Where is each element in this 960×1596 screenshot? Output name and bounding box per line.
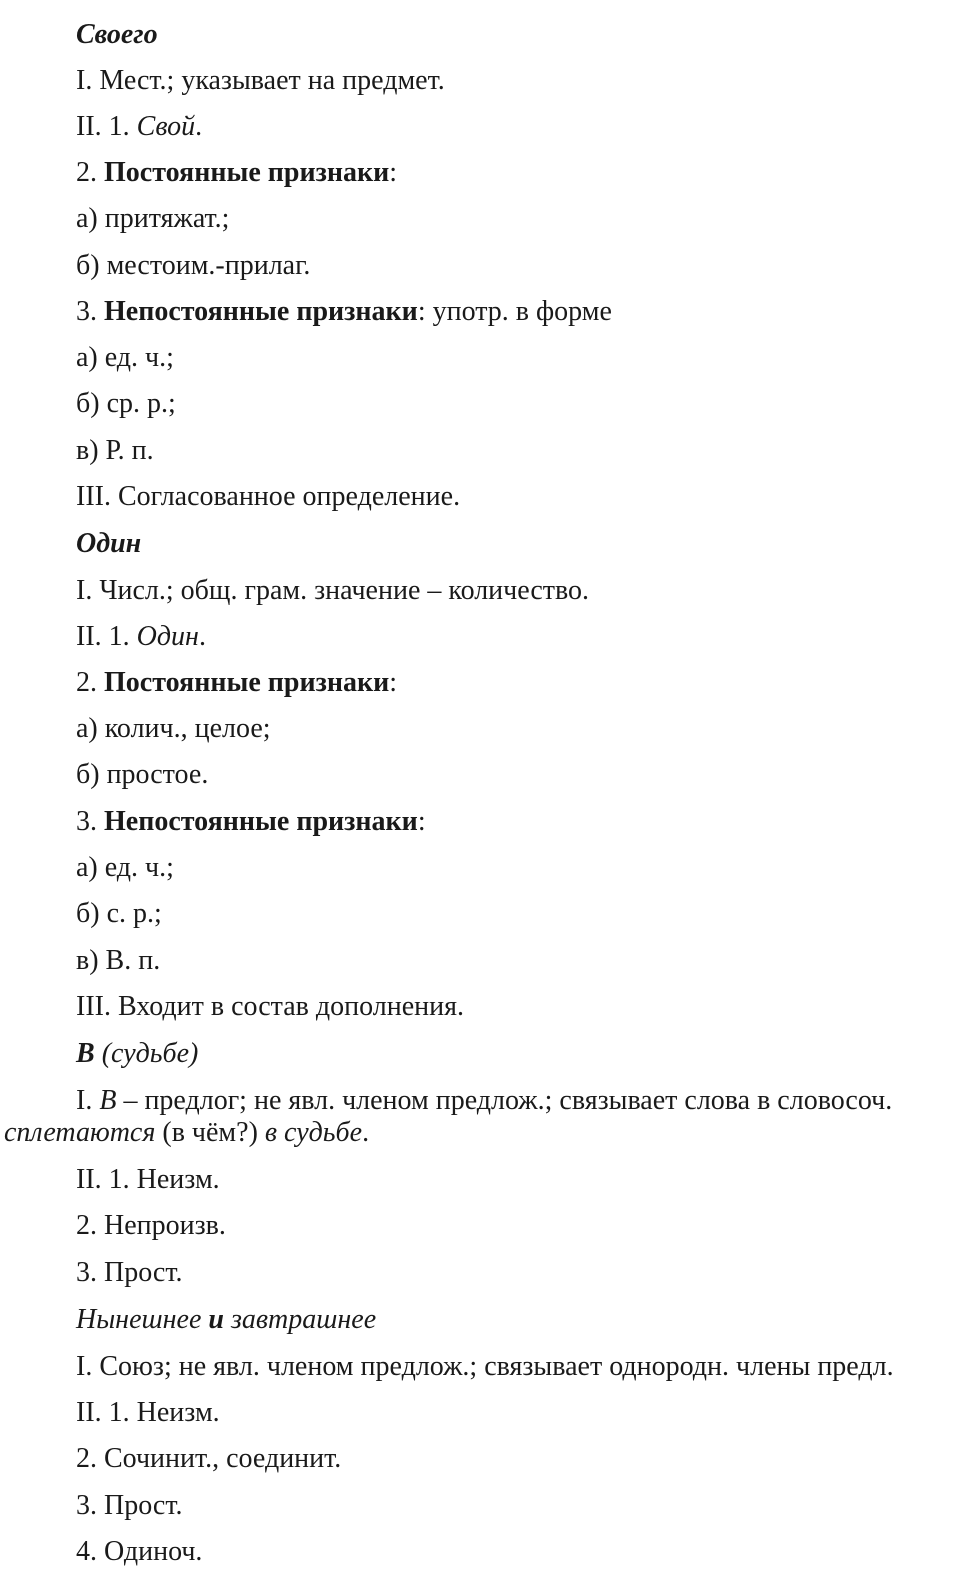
section-heading: Своего: [76, 19, 158, 50]
text-line: 2. Постоянные признаки:: [76, 667, 398, 698]
text-line: 2. Сочинит., соединит.: [76, 1443, 342, 1474]
text-line: б) ср. р.;: [76, 388, 176, 419]
text-line: III. Согласованное определение.: [76, 481, 461, 512]
text-line: б) местоим.-прилаг.: [76, 250, 311, 281]
text-line: а) колич., целое;: [76, 713, 271, 744]
paragraph-first-line: I. В – предлог; не явл. членом предлож.; связывает слова в словосоч.: [76, 1085, 893, 1116]
text-line: в) Р. п.: [76, 435, 154, 466]
section-heading: В (судьбе): [76, 1038, 199, 1069]
text-line: I. Мест.; указывает на предмет.: [76, 65, 445, 96]
section-heading: Нынешнее и завтрашнее: [76, 1304, 377, 1335]
text-line: а) ед. ч.;: [76, 342, 174, 373]
text-line: I. Союз; не явл. членом предлож.; связывает однородн. члены предл.: [76, 1351, 894, 1382]
text-line: II. 1. Свой.: [76, 111, 203, 142]
text-line: I. Числ.; общ. грам. значение – количество.: [76, 575, 590, 606]
text-line: II. 1. Неизм.: [76, 1164, 220, 1195]
text-line: 3. Непостоянные признаки:: [76, 806, 426, 837]
text-line: 2. Постоянные признаки:: [76, 157, 398, 188]
text-line: 2. Непроизв.: [76, 1210, 226, 1241]
section-heading: Один: [76, 528, 142, 559]
text-line: в) В. п.: [76, 945, 161, 976]
text-line: б) с. р.;: [76, 898, 162, 929]
text-line: 4. Одиноч.: [76, 1536, 203, 1567]
text-line: а) притяжат.;: [76, 203, 230, 234]
paragraph-wrap-line: сплетаются (в чём?) в судьбе.: [4, 1117, 370, 1148]
text-line: II. 1. Один.: [76, 621, 206, 652]
text-line: а) ед. ч.;: [76, 852, 174, 883]
text-line: б) простое.: [76, 759, 209, 790]
text-line: 3. Прост.: [76, 1490, 183, 1521]
text-line: 3. Непостоянные признаки: употр. в форме: [76, 296, 612, 327]
text-line: II. 1. Неизм.: [76, 1397, 220, 1428]
text-line: 3. Прост.: [76, 1257, 183, 1288]
text-line: III. Входит в состав дополнения.: [76, 991, 464, 1022]
